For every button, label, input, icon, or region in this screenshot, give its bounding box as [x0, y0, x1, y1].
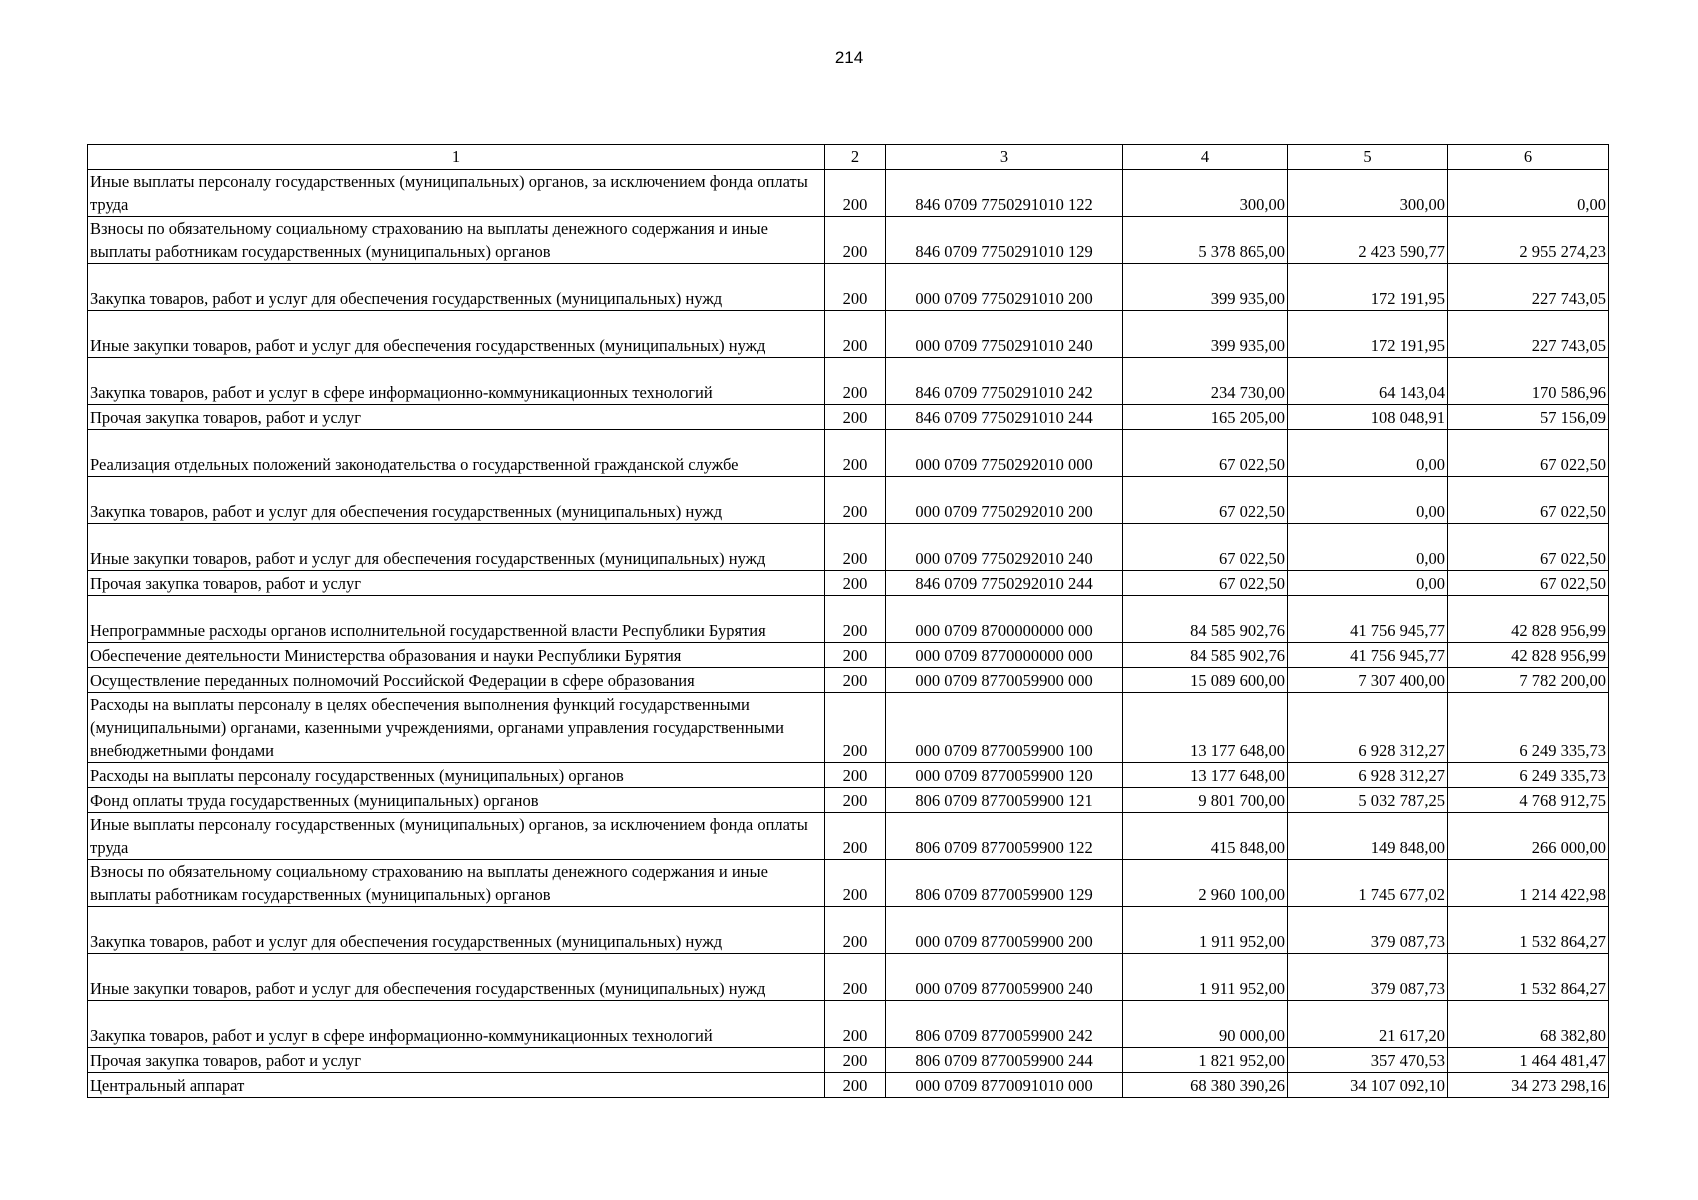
table-row — [88, 217, 1609, 264]
row-description: Реализация отдельных положений законодательства о государственной гражданской службе — [88, 430, 825, 477]
row-description: Иные закупки товаров, работ и услуг для обеспечения государственных (муниципальных) нужд — [88, 524, 825, 571]
row-budget-code: 000 0709 8770000000 000 — [886, 643, 1123, 668]
row-value-6: 68 382,80 — [1448, 1001, 1609, 1048]
row-description: Расходы на выплаты персоналу в целях обеспечения выполнения функций государственными (муниципальными) органами, казенными учреждениями, органами управления государственными внебюджетными фондами — [88, 693, 825, 763]
row-budget-code: 806 0709 8770059900 122 — [886, 813, 1123, 860]
column-header: 6 — [1448, 145, 1609, 170]
row-value-5: 6 928 312,27 — [1288, 763, 1448, 788]
row-value-5: 108 048,91 — [1288, 405, 1448, 430]
row-description: Центральный аппарат — [88, 1073, 825, 1098]
row-value-6: 67 022,50 — [1448, 430, 1609, 477]
row-value-4: 67 022,50 — [1123, 477, 1288, 524]
row-value-4: 2 960 100,00 — [1123, 860, 1288, 907]
row-value-5: 357 470,53 — [1288, 1048, 1448, 1073]
row-description: Прочая закупка товаров, работ и услуг — [88, 571, 825, 596]
table-row — [88, 358, 1609, 405]
row-code-2: 200 — [825, 596, 886, 643]
table-row — [88, 907, 1609, 954]
table-row — [88, 813, 1609, 860]
row-value-4: 9 801 700,00 — [1123, 788, 1288, 813]
row-description: Закупка товаров, работ и услуг в сфере информационно-коммуникационных технологий — [88, 358, 825, 405]
row-budget-code: 846 0709 7750292010 244 — [886, 571, 1123, 596]
row-code-2: 200 — [825, 954, 886, 1001]
row-budget-code: 846 0709 7750291010 244 — [886, 405, 1123, 430]
row-description: Закупка товаров, работ и услуг для обеспечения государственных (муниципальных) нужд — [88, 264, 825, 311]
row-budget-code: 806 0709 8770059900 121 — [886, 788, 1123, 813]
row-value-4: 399 935,00 — [1123, 311, 1288, 358]
row-value-4: 68 380 390,26 — [1123, 1073, 1288, 1098]
row-value-4: 234 730,00 — [1123, 358, 1288, 405]
row-description: Закупка товаров, работ и услуг для обеспечения государственных (муниципальных) нужд — [88, 907, 825, 954]
row-value-5: 172 191,95 — [1288, 311, 1448, 358]
row-value-5: 1 745 677,02 — [1288, 860, 1448, 907]
column-header: 5 — [1288, 145, 1448, 170]
row-value-4: 67 022,50 — [1123, 430, 1288, 477]
row-value-5: 0,00 — [1288, 524, 1448, 571]
row-value-6: 227 743,05 — [1448, 311, 1609, 358]
column-header: 3 — [886, 145, 1123, 170]
table-row — [88, 860, 1609, 907]
row-value-6: 1 214 422,98 — [1448, 860, 1609, 907]
row-value-6: 1 532 864,27 — [1448, 907, 1609, 954]
table-row — [88, 405, 1609, 430]
row-value-4: 300,00 — [1123, 170, 1288, 217]
row-budget-code: 846 0709 7750291010 242 — [886, 358, 1123, 405]
row-description: Иные выплаты персоналу государственных (муниципальных) органов, за исключением фонда оплаты труда — [88, 170, 825, 217]
row-value-5: 64 143,04 — [1288, 358, 1448, 405]
row-value-4: 84 585 902,76 — [1123, 596, 1288, 643]
row-budget-code: 000 0709 8770059900 200 — [886, 907, 1123, 954]
table-row — [88, 763, 1609, 788]
row-description: Иные выплаты персоналу государственных (муниципальных) органов, за исключением фонда оплаты труда — [88, 813, 825, 860]
row-value-6: 2 955 274,23 — [1448, 217, 1609, 264]
row-code-2: 200 — [825, 1048, 886, 1073]
column-header: 2 — [825, 145, 886, 170]
page-number: 214 — [834, 48, 864, 67]
row-value-4: 15 089 600,00 — [1123, 668, 1288, 693]
row-code-2: 200 — [825, 477, 886, 524]
row-code-2: 200 — [825, 668, 886, 693]
row-value-6: 42 828 956,99 — [1448, 596, 1609, 643]
row-value-6: 6 249 335,73 — [1448, 763, 1609, 788]
row-code-2: 200 — [825, 405, 886, 430]
row-description: Обеспечение деятельности Министерства образования и науки Республики Бурятия — [88, 643, 825, 668]
row-value-5: 7 307 400,00 — [1288, 668, 1448, 693]
table-row — [88, 264, 1609, 311]
row-budget-code: 000 0709 8770059900 240 — [886, 954, 1123, 1001]
row-value-5: 379 087,73 — [1288, 907, 1448, 954]
row-value-5: 0,00 — [1288, 430, 1448, 477]
row-description: Иные закупки товаров, работ и услуг для обеспечения государственных (муниципальных) нужд — [88, 954, 825, 1001]
row-value-4: 5 378 865,00 — [1123, 217, 1288, 264]
row-code-2: 200 — [825, 813, 886, 860]
row-budget-code: 000 0709 8770059900 100 — [886, 693, 1123, 763]
row-value-4: 1 821 952,00 — [1123, 1048, 1288, 1073]
row-value-5: 41 756 945,77 — [1288, 643, 1448, 668]
row-value-5: 5 032 787,25 — [1288, 788, 1448, 813]
row-code-2: 200 — [825, 860, 886, 907]
row-description: Фонд оплаты труда государственных (муниципальных) органов — [88, 788, 825, 813]
row-value-4: 67 022,50 — [1123, 571, 1288, 596]
row-value-6: 67 022,50 — [1448, 477, 1609, 524]
row-value-6: 42 828 956,99 — [1448, 643, 1609, 668]
row-value-6: 266 000,00 — [1448, 813, 1609, 860]
table-row — [88, 430, 1609, 477]
row-value-5: 21 617,20 — [1288, 1001, 1448, 1048]
row-description: Закупка товаров, работ и услуг в сфере информационно-коммуникационных технологий — [88, 1001, 825, 1048]
row-description: Взносы по обязательному социальному страхованию на выплаты денежного содержания и иные выплаты работникам государственных (муниципальных) органов — [88, 217, 825, 264]
row-description: Осуществление переданных полномочий Российской Федерации в сфере образования — [88, 668, 825, 693]
row-description: Взносы по обязательному социальному страхованию на выплаты денежного содержания и иные выплаты работникам государственных (муниципальных) органов — [88, 860, 825, 907]
row-value-5: 41 756 945,77 — [1288, 596, 1448, 643]
row-code-2: 200 — [825, 170, 886, 217]
table-row — [88, 571, 1609, 596]
row-budget-code: 000 0709 7750292010 000 — [886, 430, 1123, 477]
table-row — [88, 596, 1609, 643]
row-budget-code: 000 0709 7750292010 200 — [886, 477, 1123, 524]
row-code-2: 200 — [825, 693, 886, 763]
row-value-4: 415 848,00 — [1123, 813, 1288, 860]
row-value-5: 379 087,73 — [1288, 954, 1448, 1001]
row-description: Расходы на выплаты персоналу государственных (муниципальных) органов — [88, 763, 825, 788]
row-description: Прочая закупка товаров, работ и услуг — [88, 405, 825, 430]
row-value-6: 6 249 335,73 — [1448, 693, 1609, 763]
table-header-row — [88, 145, 1609, 170]
row-value-6: 1 464 481,47 — [1448, 1048, 1609, 1073]
table-row — [88, 788, 1609, 813]
row-code-2: 200 — [825, 907, 886, 954]
row-value-5: 2 423 590,77 — [1288, 217, 1448, 264]
row-value-5: 6 928 312,27 — [1288, 693, 1448, 763]
row-value-6: 34 273 298,16 — [1448, 1073, 1609, 1098]
row-description: Закупка товаров, работ и услуг для обеспечения государственных (муниципальных) нужд — [88, 477, 825, 524]
row-value-4: 90 000,00 — [1123, 1001, 1288, 1048]
row-value-5: 172 191,95 — [1288, 264, 1448, 311]
row-value-4: 399 935,00 — [1123, 264, 1288, 311]
row-value-6: 170 586,96 — [1448, 358, 1609, 405]
table-row — [88, 170, 1609, 217]
row-value-6: 67 022,50 — [1448, 571, 1609, 596]
row-description: Прочая закупка товаров, работ и услуг — [88, 1048, 825, 1073]
row-code-2: 200 — [825, 763, 886, 788]
row-value-4: 1 911 952,00 — [1123, 907, 1288, 954]
row-value-6: 7 782 200,00 — [1448, 668, 1609, 693]
table-row — [88, 1048, 1609, 1073]
row-budget-code: 000 0709 8770091010 000 — [886, 1073, 1123, 1098]
row-value-4: 13 177 648,00 — [1123, 693, 1288, 763]
table-row — [88, 954, 1609, 1001]
row-code-2: 200 — [825, 430, 886, 477]
row-value-6: 1 532 864,27 — [1448, 954, 1609, 1001]
row-value-5: 0,00 — [1288, 477, 1448, 524]
row-code-2: 200 — [825, 217, 886, 264]
row-value-5: 34 107 092,10 — [1288, 1073, 1448, 1098]
table-row — [88, 477, 1609, 524]
row-code-2: 200 — [825, 1001, 886, 1048]
row-budget-code: 000 0709 7750291010 200 — [886, 264, 1123, 311]
row-budget-code: 000 0709 8700000000 000 — [886, 596, 1123, 643]
row-budget-code: 000 0709 8770059900 120 — [886, 763, 1123, 788]
table-row — [88, 1001, 1609, 1048]
row-budget-code: 846 0709 7750291010 129 — [886, 217, 1123, 264]
row-value-6: 4 768 912,75 — [1448, 788, 1609, 813]
row-value-4: 67 022,50 — [1123, 524, 1288, 571]
table-row — [88, 524, 1609, 571]
column-header: 4 — [1123, 145, 1288, 170]
row-budget-code: 846 0709 7750291010 122 — [886, 170, 1123, 217]
row-code-2: 200 — [825, 311, 886, 358]
row-budget-code: 000 0709 8770059900 000 — [886, 668, 1123, 693]
row-code-2: 200 — [825, 571, 886, 596]
row-code-2: 200 — [825, 524, 886, 571]
row-code-2: 200 — [825, 643, 886, 668]
row-code-2: 200 — [825, 1073, 886, 1098]
row-value-5: 300,00 — [1288, 170, 1448, 217]
row-budget-code: 806 0709 8770059900 244 — [886, 1048, 1123, 1073]
row-value-4: 84 585 902,76 — [1123, 643, 1288, 668]
row-budget-code: 000 0709 7750291010 240 — [886, 311, 1123, 358]
table-row — [88, 668, 1609, 693]
row-code-2: 200 — [825, 358, 886, 405]
row-value-5: 0,00 — [1288, 571, 1448, 596]
row-budget-code: 806 0709 8770059900 129 — [886, 860, 1123, 907]
table-row — [88, 643, 1609, 668]
row-value-4: 165 205,00 — [1123, 405, 1288, 430]
row-description: Непрограммные расходы органов исполнительной государственной власти Республики Бурятия — [88, 596, 825, 643]
table-row — [88, 1073, 1609, 1098]
row-value-6: 57 156,09 — [1448, 405, 1609, 430]
row-description: Иные закупки товаров, работ и услуг для обеспечения государственных (муниципальных) нужд — [88, 311, 825, 358]
budget-table — [87, 144, 1609, 1098]
row-code-2: 200 — [825, 788, 886, 813]
row-value-4: 1 911 952,00 — [1123, 954, 1288, 1001]
table-row — [88, 693, 1609, 763]
row-value-6: 67 022,50 — [1448, 524, 1609, 571]
row-budget-code: 000 0709 7750292010 240 — [886, 524, 1123, 571]
row-value-6: 0,00 — [1448, 170, 1609, 217]
row-value-6: 227 743,05 — [1448, 264, 1609, 311]
table-row — [88, 311, 1609, 358]
row-budget-code: 806 0709 8770059900 242 — [886, 1001, 1123, 1048]
row-code-2: 200 — [825, 264, 886, 311]
column-header: 1 — [88, 145, 825, 170]
row-value-5: 149 848,00 — [1288, 813, 1448, 860]
table-body — [88, 170, 1609, 1098]
row-value-4: 13 177 648,00 — [1123, 763, 1288, 788]
